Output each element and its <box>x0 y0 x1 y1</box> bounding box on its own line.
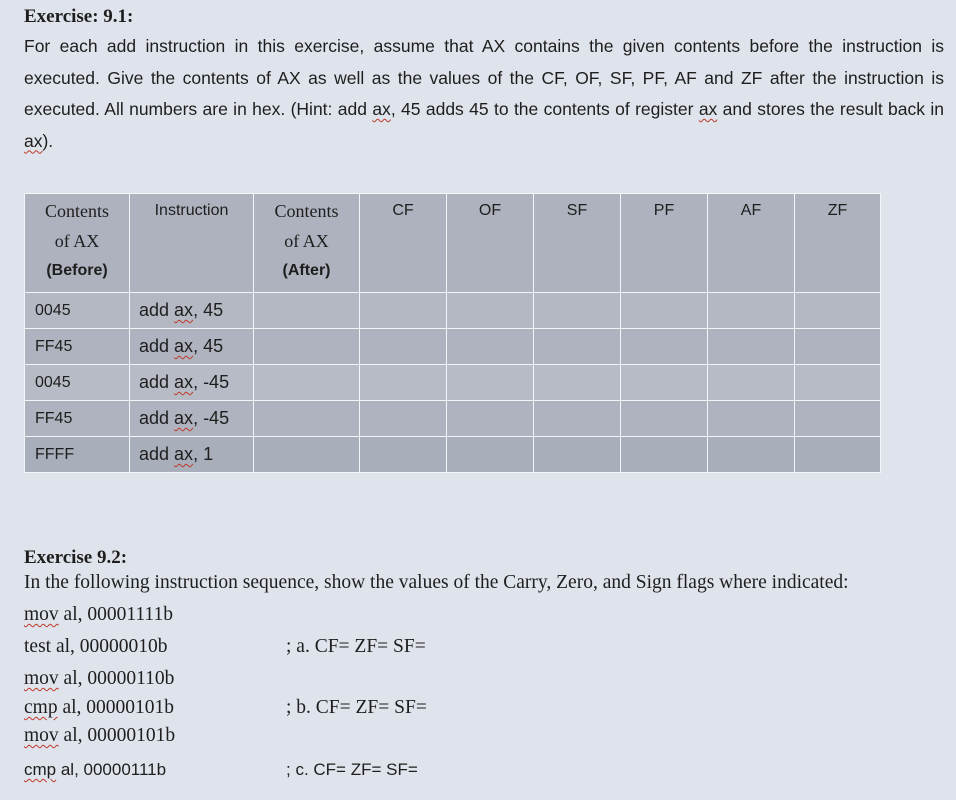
operands: al, 00001111b <box>58 604 173 625</box>
code-line <box>24 697 174 719</box>
cell-before: 0045 <box>25 293 130 329</box>
comment-c: ; c. CF= ZF= SF= <box>286 760 418 779</box>
intro-text: For each add instruction in this exercise, assume that AX contains the given contents before the instruction is executed. Give the contents of AX as well as the values of the CF, OF, SF, PF, AF and ZF after the instruction is executed. All numbers are in hex. (Hint: add <box>24 36 944 119</box>
cell-after[interactable] <box>254 401 360 437</box>
register-ax: ax <box>174 336 194 356</box>
cell-af[interactable] <box>708 293 795 329</box>
header-cf: CF <box>360 194 447 293</box>
register-ax: ax <box>174 300 194 320</box>
cell-af[interactable] <box>708 401 795 437</box>
operands: al, 00000010b <box>51 636 168 657</box>
cell-cf[interactable] <box>360 401 447 437</box>
header-contents-after <box>254 194 360 293</box>
cell-cf[interactable] <box>360 329 447 365</box>
comment-a: ; a. CF= ZF= SF= <box>286 636 426 657</box>
cell-instruction <box>130 365 254 401</box>
operands: al, 00000101b <box>58 725 176 746</box>
table-row <box>25 329 881 365</box>
cell-instruction <box>130 401 254 437</box>
instr-op: add <box>139 444 175 464</box>
mnemonic: test <box>24 636 52 657</box>
cell-before: FF45 <box>25 329 130 365</box>
cell-of[interactable] <box>447 329 534 365</box>
instr-arg: , 1 <box>193 444 214 464</box>
intro-text: ). <box>42 130 54 151</box>
cell-instruction <box>130 329 254 365</box>
cell-instruction <box>130 293 254 329</box>
intro-text: , 45 adds 45 to the contents of register <box>390 99 699 119</box>
cell-pf[interactable] <box>621 365 708 401</box>
mnemonic: mov <box>24 725 59 746</box>
header-line: of AX <box>54 231 100 251</box>
header-contents-before <box>25 194 130 293</box>
cell-sf[interactable] <box>534 329 621 365</box>
cell-before: 0045 <box>25 365 130 401</box>
register-ax: ax <box>24 130 43 151</box>
exercise-2-title: Exercise 9.2: <box>24 547 128 568</box>
cell-cf[interactable] <box>360 365 447 401</box>
header-af: AF <box>708 194 795 293</box>
header-line: (After) <box>282 262 331 279</box>
cell-sf[interactable] <box>534 401 621 437</box>
cell-of[interactable] <box>447 437 534 473</box>
cell-before: FF45 <box>25 401 130 437</box>
mnemonic: mov <box>24 668 59 689</box>
cell-after[interactable] <box>254 365 360 401</box>
flags-table <box>24 193 881 473</box>
header-of: OF <box>447 194 534 293</box>
instr-arg: , -45 <box>193 408 230 428</box>
mnemonic: mov <box>24 604 59 625</box>
cell-af[interactable] <box>708 437 795 473</box>
cell-before: FFFF <box>25 437 130 473</box>
operands: al, 00000111b <box>56 760 167 779</box>
instr-op: add <box>139 336 175 356</box>
header-line: (Before) <box>46 262 108 279</box>
table-header-row <box>25 194 881 293</box>
cell-pf[interactable] <box>621 293 708 329</box>
code-line <box>24 668 174 690</box>
mnemonic: cmp <box>24 697 58 718</box>
header-instruction: Instruction <box>130 194 254 293</box>
table-row <box>25 437 881 473</box>
table-row <box>25 365 881 401</box>
instr-op: add <box>139 408 175 428</box>
mnemonic: cmp <box>24 760 57 779</box>
table-row <box>25 401 881 437</box>
exercise-1-instructions <box>24 31 944 157</box>
intro-text: and stores the result back in <box>717 99 945 119</box>
cell-af[interactable] <box>708 329 795 365</box>
cell-sf[interactable] <box>534 293 621 329</box>
cell-pf[interactable] <box>621 437 708 473</box>
cell-of[interactable] <box>447 365 534 401</box>
exercise-2-instructions: In the following instruction sequence, show the values of the Carry, Zero, and Sign flags where indicated: <box>24 572 849 593</box>
operands: al, 00000110b <box>58 668 175 689</box>
cell-af[interactable] <box>708 365 795 401</box>
cell-pf[interactable] <box>621 401 708 437</box>
cell-zf[interactable] <box>795 329 881 365</box>
header-zf: ZF <box>795 194 881 293</box>
cell-cf[interactable] <box>360 437 447 473</box>
exercise-1-title: Exercise: 9.1: <box>24 6 134 27</box>
cell-zf[interactable] <box>795 437 881 473</box>
cell-cf[interactable] <box>360 293 447 329</box>
instr-arg: , 45 <box>193 300 224 320</box>
cell-instruction <box>130 437 254 473</box>
cell-zf[interactable] <box>795 401 881 437</box>
register-ax: ax <box>698 99 718 119</box>
code-line <box>24 604 173 626</box>
cell-after[interactable] <box>254 329 360 365</box>
register-ax: ax <box>372 99 391 119</box>
cell-zf[interactable] <box>795 293 881 329</box>
code-line <box>24 760 166 780</box>
header-line: Contents <box>274 201 339 221</box>
cell-after[interactable] <box>254 437 360 473</box>
header-sf: SF <box>534 194 621 293</box>
cell-pf[interactable] <box>621 329 708 365</box>
instr-op: add <box>139 300 175 320</box>
register-ax: ax <box>174 408 194 428</box>
header-line: Contents <box>44 201 109 221</box>
header-line: of AX <box>284 231 329 251</box>
cell-sf[interactable] <box>534 437 621 473</box>
cell-of[interactable] <box>447 401 534 437</box>
comment-b: ; b. CF= ZF= SF= <box>286 697 427 718</box>
cell-after[interactable] <box>254 293 360 329</box>
instr-arg: , 45 <box>193 336 224 356</box>
table-row <box>25 293 881 329</box>
register-ax: ax <box>174 372 194 392</box>
instr-op: add <box>139 372 175 392</box>
header-pf: PF <box>621 194 708 293</box>
cell-sf[interactable] <box>534 365 621 401</box>
cell-of[interactable] <box>447 293 534 329</box>
code-line <box>24 636 168 658</box>
cell-zf[interactable] <box>795 365 881 401</box>
instr-arg: , -45 <box>193 372 230 392</box>
register-ax: ax <box>174 444 194 464</box>
code-line <box>24 725 175 747</box>
operands: al, 00000101b <box>57 697 175 718</box>
